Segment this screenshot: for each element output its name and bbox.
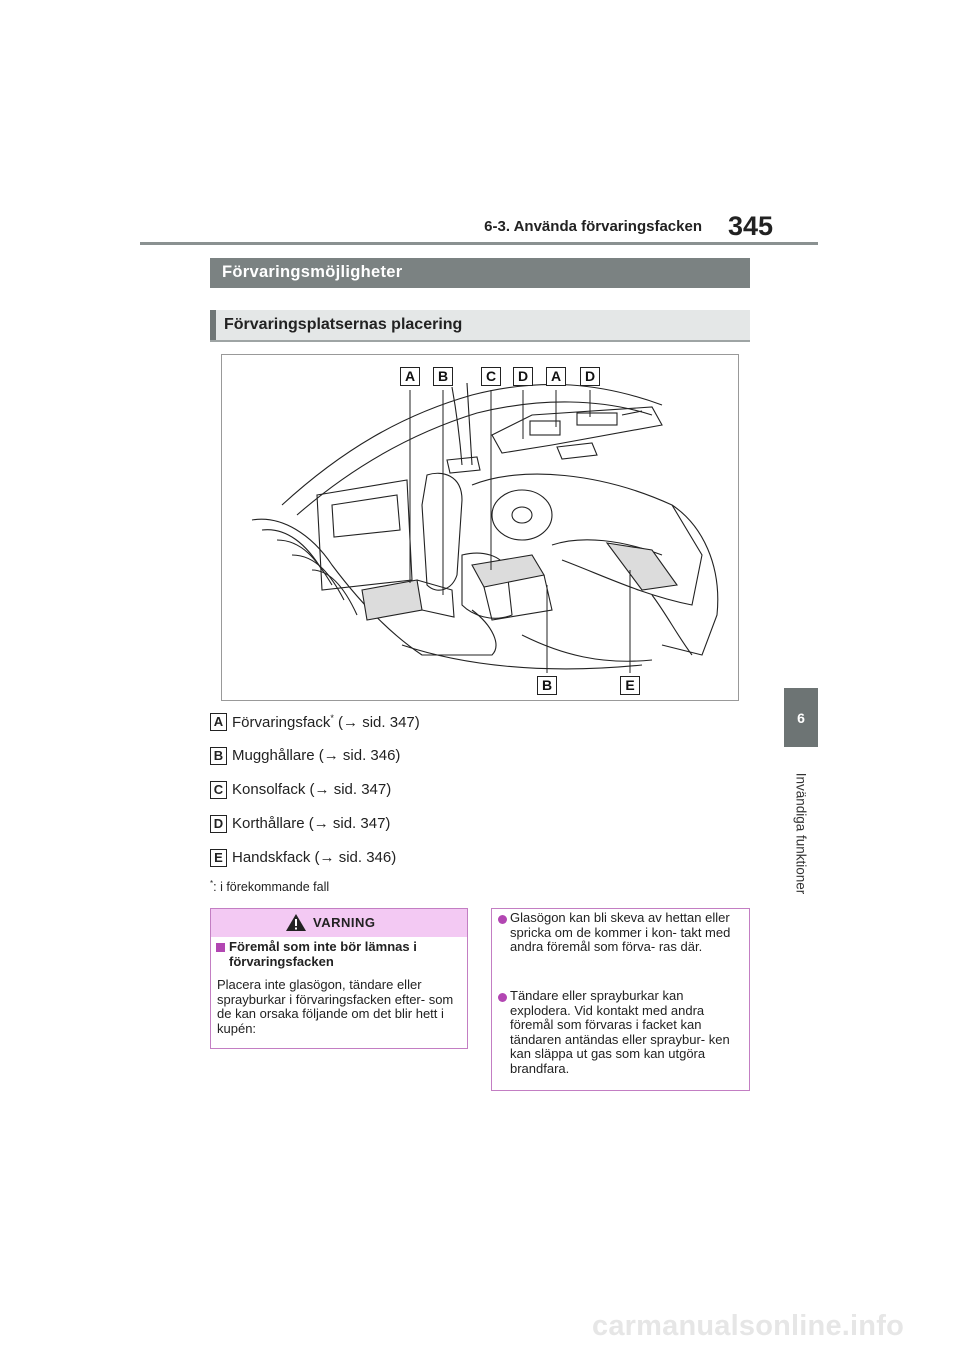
callout-d-top-1: D bbox=[513, 367, 533, 386]
bullet-icon bbox=[498, 993, 507, 1002]
legend-ref: (→ sid. 347) bbox=[305, 781, 392, 798]
legend-label: Förvaringsfack bbox=[232, 714, 331, 731]
legend-ref: (→ sid. 347) bbox=[304, 815, 391, 832]
page-number: 345 bbox=[728, 211, 774, 241]
callout-c-top: C bbox=[481, 367, 501, 386]
legend-key: C bbox=[210, 781, 227, 799]
legend-mark: * bbox=[330, 713, 334, 723]
sub-banner bbox=[210, 310, 750, 342]
callout-d-top-2: D bbox=[580, 367, 600, 386]
legend-key: A bbox=[210, 713, 227, 731]
legend-key: B bbox=[210, 747, 227, 765]
warning-triangle-icon bbox=[285, 913, 307, 932]
legend-label: Konsolfack bbox=[232, 781, 306, 798]
callout-a-top-2: A bbox=[546, 367, 566, 386]
footnote bbox=[210, 879, 329, 894]
warning-title: VARNING bbox=[313, 915, 376, 930]
chapter-label: Invändiga funktioner bbox=[793, 772, 809, 895]
warning-bullet-2: Tändare eller sprayburkar kan explodera. Vid kontakt med andra föremål som förvaras i facket kan tändaren antändas eller spraybur- ken kan släppa ut gas som kan utgöra brandfara. bbox=[510, 988, 730, 1076]
warning-body: Placera inte glasögon, tändare eller sprayburkar i förvaringsfacken efter- som de kan orsaka följande om det blir hett i kupén: bbox=[217, 977, 454, 1036]
chapter-number: 6 bbox=[797, 709, 805, 726]
warning-box bbox=[210, 908, 468, 1049]
footnote-mark: * bbox=[210, 879, 214, 888]
legend-label: Korthållare bbox=[232, 815, 305, 832]
callout-a-top-1: A bbox=[400, 367, 420, 386]
legend-key: D bbox=[210, 815, 227, 833]
legend-ref: (→ sid. 347) bbox=[333, 714, 420, 731]
header-rule bbox=[140, 242, 818, 245]
footnote-text: : i förekommande fall bbox=[213, 880, 330, 895]
site-watermark: carmanualsonline.info bbox=[592, 1310, 904, 1342]
legend-ref: (→ sid. 346) bbox=[310, 849, 397, 866]
legend-label: Mugghållare bbox=[232, 747, 315, 764]
legend-label: Handskfack bbox=[232, 849, 311, 866]
callout-b-top: B bbox=[433, 367, 453, 386]
callout-b-bottom: B bbox=[537, 676, 557, 695]
legend-ref: (→ sid. 346) bbox=[314, 747, 401, 764]
warning-continued-box bbox=[491, 908, 750, 1091]
callout-e-bottom: E bbox=[620, 676, 640, 695]
chapter-label-container bbox=[784, 756, 818, 916]
car-interior-illustration bbox=[221, 354, 739, 701]
main-banner-title: Förvaringsmöjligheter bbox=[222, 263, 403, 281]
warning-header bbox=[211, 909, 467, 937]
section-title: 6-3. Använda förvaringsfacken bbox=[484, 218, 702, 235]
warning-subheading: Föremål som inte bör lämnas i förvaringsfacken bbox=[229, 939, 417, 969]
sub-banner-title: Förvaringsplatsernas placering bbox=[224, 316, 463, 333]
bullet-icon bbox=[498, 915, 507, 924]
square-bullet-icon bbox=[216, 943, 225, 952]
warning-bullet-1: Glasögon kan bli skeva av hettan eller spricka om de kommer i kon- takt med andra föremål som förva- ras där. bbox=[510, 910, 731, 954]
main-banner bbox=[210, 258, 750, 288]
legend-key: E bbox=[210, 849, 227, 867]
chapter-tab bbox=[784, 688, 818, 747]
car-interior-drawing bbox=[222, 355, 738, 700]
